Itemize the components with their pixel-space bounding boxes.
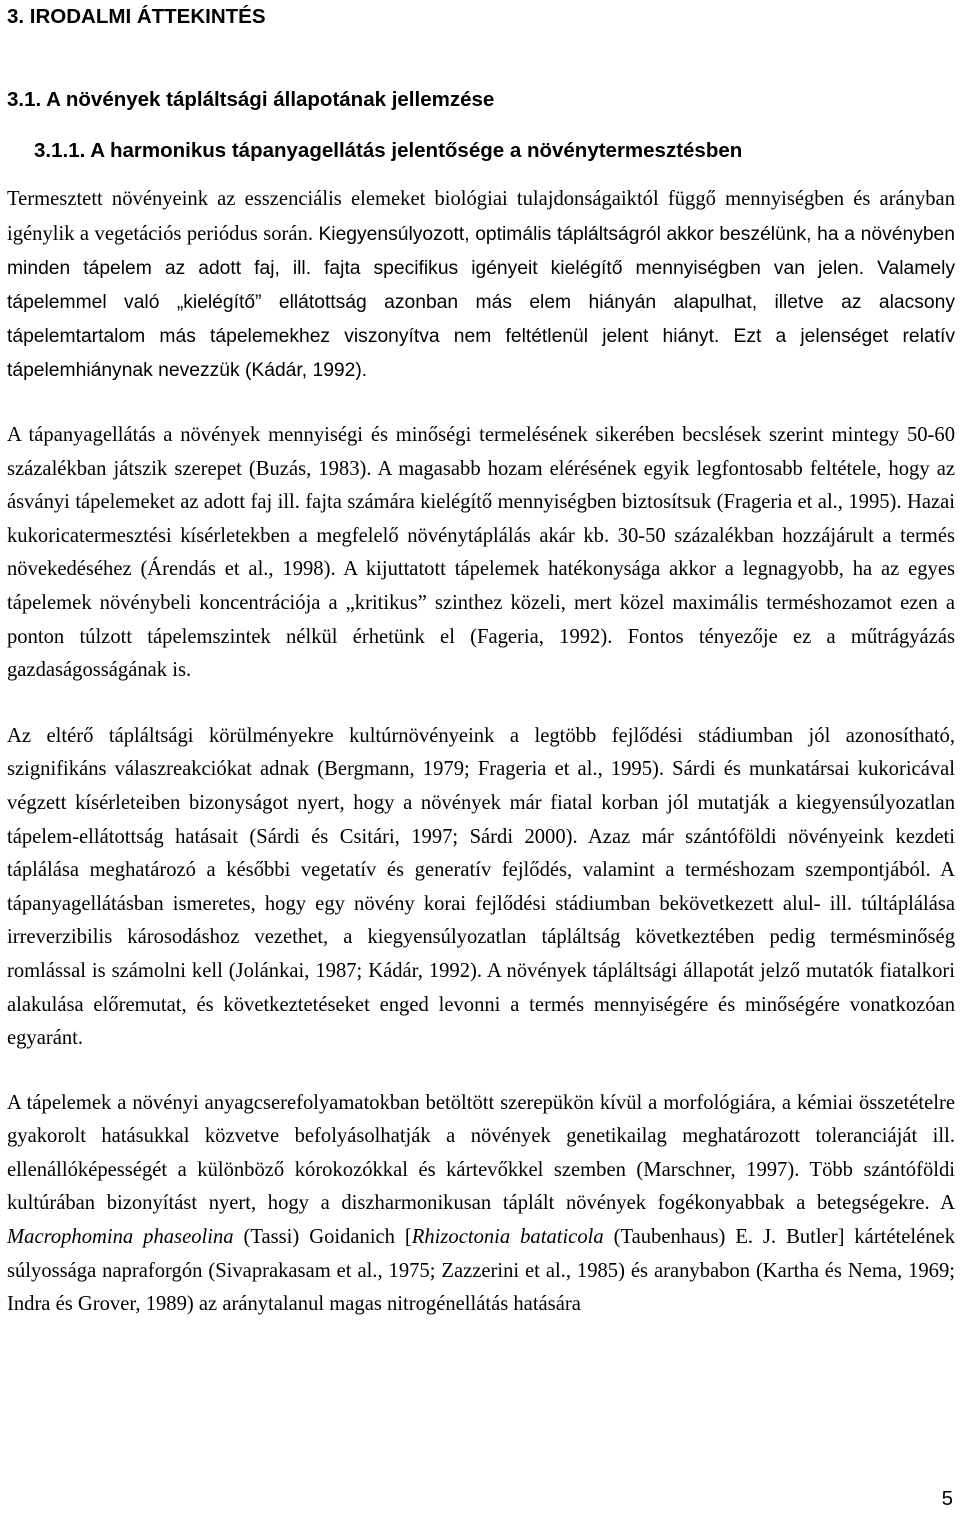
- paragraph-1-serif-part: Termesztett növényeink az esszenciális elemeket biológiai tulajdonságaiktól függő mennyiségben és arányban igénylik a vegetációs periódus során.: [7, 188, 955, 245]
- paragraph-4-text-b: (Tassi) Goidanich [: [233, 1226, 412, 1249]
- page-number: 5: [941, 1487, 953, 1510]
- paragraph-4: [7, 1087, 955, 1322]
- paragraph-3: Az eltérő tápláltsági körülményekre kultúrnövényeink a legtöbb fejlődési stádiumban jól azonosítható, szignifikáns válaszreakciókat adnak (Bergmann, 1979; Frageria et al., 1995). Sárdi és munkatársai kukoricával végzett kísérleteiben bizonyságot nyert, hogy a növények már fiatal korban jól mutatják a kiegyensúlyozatlan tápelem-ellátottság hatásait (Sárdi és Csitári, 1997; Sárdi 2000). Azaz már szántóföldi növényeink kezdeti táplálása meghatározó a későbbi vegetatív és generatív fejlődés, valamint a terméshozam szempontjából. A tápanyagellátásban ismeretes, hogy egy növény korai fejlődési stádiumban bekövetkezett alul- ill. túltáplálása irreverzibilis károsodáshoz vezethet, a kiegyensúlyozatlan tápláltság következtében pedig termésminőség romlással is számolni kell (Jolánkai, 1987; Kádár, 1992). A növények tápláltsági állapotát jelző mutatók fiatalkori alakulása előremutat, és következtetéseket enged levonni a termés mennyiségére és minőségére vonatkozóan egyaránt.: [7, 724, 955, 1050]
- paragraph-4-text-a: A tápelemek a növényi anyagcserefolyamatokban betöltött szerepükön kívül a morfológiára, a kémiai összetételre gyakorolt hatásukkal közvetve befolyásolhatják a növények genetikailag meghatározott toleranciáját ill. ellenállóképességét a különböző kórokozókkal és kártevőkkel szemben (Marschner, 1997). Több szántóföldi kultúrában bizonyítást nyert, hogy a diszharmonikusan táplált növények fogékonyabbak a betegségekre. A: [7, 1091, 955, 1215]
- subsection-heading: 3.1.1. A harmonikus tápanyagellátás jelentősége a növénytermesztésben: [34, 139, 743, 162]
- species-name-macrophomina: Macrophomina phaseolina: [7, 1226, 234, 1249]
- paragraph-4-text-c: (Taubenhaus) E. J. Butler] kártételének súlyossága napraforgón (Sivaprakasam et al., 1975; Zazzerini et al., 1985) és aranybabon (Kartha és Nema, 1969; Indra és Grover, 1989) az aránytalanul magas nitrogénellátás hatására: [7, 1226, 955, 1316]
- species-name-rhizoctonia: Rhizoctonia bataticola: [411, 1226, 604, 1249]
- paragraph-1-sans-part: Kiegyensúlyozott, optimális tápláltságról akkor beszélünk, ha a növényben minden tápelem az adott faj, ill. fajta specifikus igényeit kielégítő mennyiségben van jelen. Valamely tápelemmel való „kielégítő” ellátottság azonban más elem hiányán alapulhat, illetve az alacsony tápelemtartalom más tápelemekhez viszonyítva nem feltétlenül jelent hiányt. Ezt a jelenséget relatív tápelemhiánynak nevezzük (Kádár, 1992).: [7, 224, 955, 381]
- chapter-heading: 3. IRODALMI ÁTTEKINTÉS: [7, 5, 266, 28]
- paragraph-2: A tápanyagellátás a növények mennyiségi és minőségi termelésének sikerében becslések szerint mintegy 50-60 százalékban játszik szerepet (Buzás, 1983). A magasabb hozam elérésének egyik legfontosabb feltétele, hogy az ásványi tápelemeket az adott faj ill. fajta számára kielégítő mennyiségben biztosítsuk (Frageria et al., 1995). Hazai kukoricatermesztési kísérletekben a megfelelő növénytáplálás akár kb. 30-50 százalékban hozzájárult a termés növekedéséhez (Árendás et al., 1998). A kijuttatott tápelemek hatékonysága akkor a legnagyobb, ha az egyes tápelemek növénybeli koncentrációja a „kritikus” szinthez közeli, mert közel maximális terméshozamot ezen a ponton túlzott tápelemszintek nélkül érhetünk el (Fageria, 1992). Fontos tényezője ez a műtrágyázás gazdaságosságának is.: [7, 424, 955, 682]
- section-heading: 3.1. A növények tápláltsági állapotának jellemzése: [7, 88, 495, 111]
- paragraph-1: [7, 182, 955, 388]
- document-page: [7, 0, 955, 1322]
